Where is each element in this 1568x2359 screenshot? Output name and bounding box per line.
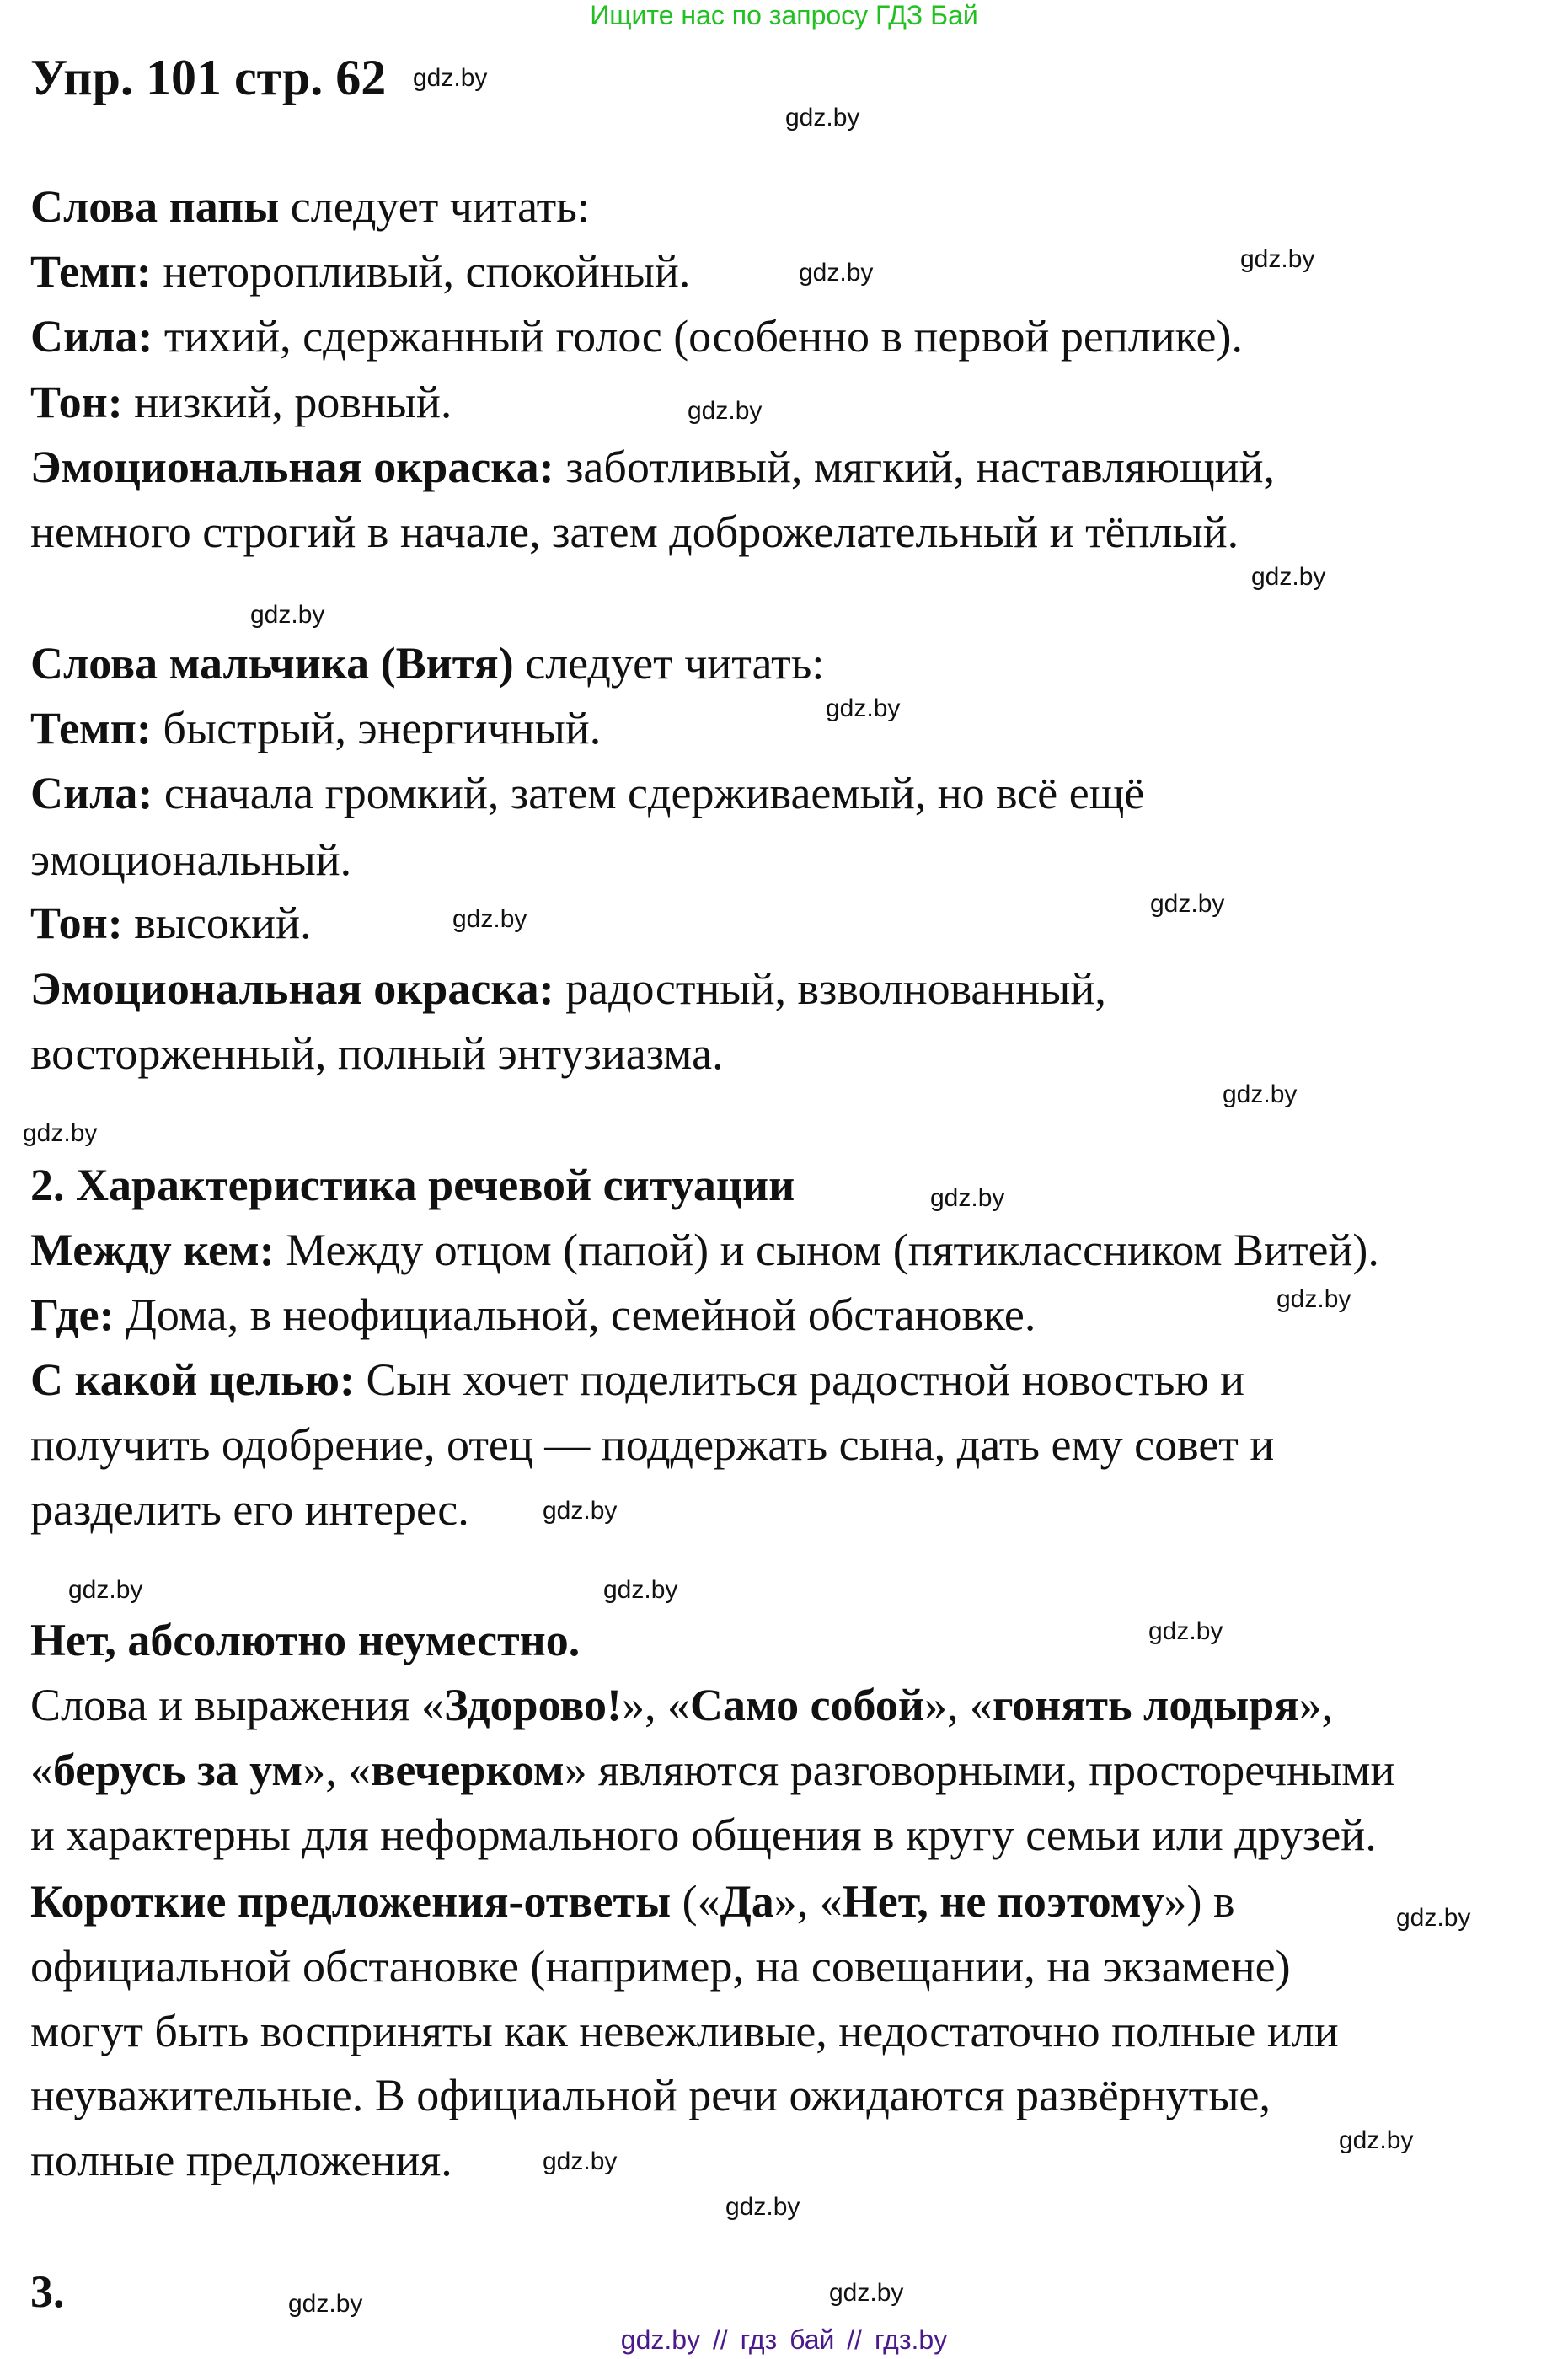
text: неторопливый, спокойный. bbox=[151, 246, 691, 297]
watermark: gdz.by bbox=[413, 64, 488, 92]
bold-text: 3. bbox=[30, 2266, 65, 2317]
text: следует читать: bbox=[513, 638, 825, 689]
bold-text: С какой целью: bbox=[30, 1354, 355, 1405]
text-line bbox=[30, 703, 601, 753]
watermark: gdz.by bbox=[930, 1184, 1005, 1212]
text-line bbox=[30, 1615, 580, 1665]
text: радостный, взволнованный, bbox=[554, 963, 1106, 1014]
text-line bbox=[30, 2006, 1339, 2056]
text: » являются разговорными, просторечными bbox=[564, 1745, 1395, 1795]
watermark: gdz.by bbox=[23, 1119, 98, 1147]
bold-text: Нет, абсолютно неуместно. bbox=[30, 1615, 581, 1665]
text-line bbox=[30, 638, 824, 689]
text: следует читать: bbox=[279, 181, 590, 232]
text-line bbox=[30, 2070, 1271, 2120]
text-line bbox=[30, 1160, 795, 1210]
bold-text: Где: bbox=[30, 1289, 115, 1340]
text: получить одобрение, отец — поддержать сына, дать ему совет и bbox=[30, 1419, 1275, 1470]
bold-text: берусь за ум bbox=[53, 1745, 303, 1795]
text: Сын хочет поделиться радостной новостью и bbox=[355, 1354, 1245, 1405]
text-line bbox=[30, 442, 1275, 492]
watermark: gdz.by bbox=[543, 1497, 618, 1525]
watermark: gdz.by bbox=[1223, 1080, 1298, 1108]
text-line bbox=[30, 834, 351, 885]
text-line bbox=[30, 1354, 1244, 1405]
watermark: gdz.by bbox=[603, 1576, 678, 1604]
bold-text: Нет, не поэтому bbox=[842, 1876, 1164, 1927]
bold-text: Эмоциональная окраска: bbox=[30, 963, 554, 1014]
text: и характерны для неформального общения в кругу семьи или друзей. bbox=[30, 1809, 1377, 1860]
text-line bbox=[30, 1680, 1333, 1730]
text-line bbox=[30, 1484, 469, 1535]
text: высокий. bbox=[122, 898, 312, 948]
text-line bbox=[30, 1289, 1036, 1340]
text-line bbox=[30, 1028, 724, 1079]
bold-text: Темп: bbox=[30, 246, 152, 297]
text: », bbox=[1298, 1680, 1333, 1730]
text-line bbox=[30, 1745, 1394, 1795]
bold-text: Короткие предложения-ответы bbox=[30, 1876, 672, 1927]
watermark: gdz.by bbox=[1396, 1904, 1471, 1932]
watermark: gdz.by bbox=[1148, 1617, 1223, 1645]
watermark: gdz.by bbox=[829, 2279, 904, 2307]
text: Слова и выражения « bbox=[30, 1680, 445, 1730]
search-banner[interactable]: Ищите нас по запросу ГДЗ Бай bbox=[590, 0, 978, 30]
bold-text: вечерком bbox=[371, 1745, 565, 1795]
text: неуважительные. В официальной речи ожидаются развёрнутые, bbox=[30, 2070, 1271, 2120]
text: официальной обстановке (например, на совещании, на экзамене) bbox=[30, 1941, 1291, 1992]
bold-text: Темп: bbox=[30, 703, 152, 753]
bold-text: Здорово! bbox=[444, 1680, 622, 1730]
bold-text: Сила: bbox=[30, 768, 153, 818]
bold-text: Сила: bbox=[30, 311, 153, 362]
watermark: gdz.by bbox=[785, 104, 860, 131]
text-line bbox=[30, 768, 1144, 818]
bold-text: Да bbox=[720, 1876, 774, 1927]
bold-text: гонять лодыря bbox=[992, 1680, 1299, 1730]
bold-text: Между кем: bbox=[30, 1225, 275, 1275]
bold-text: Эмоциональная окраска: bbox=[30, 442, 554, 492]
bold-text: Тон: bbox=[30, 898, 123, 948]
watermark: gdz.by bbox=[68, 1576, 143, 1604]
text-line bbox=[30, 2135, 452, 2185]
text: заботливый, мягкий, наставляющий, bbox=[554, 442, 1275, 492]
footer-links[interactable]: gdz.by // гдз бай // гдз.by bbox=[620, 2324, 948, 2355]
bold-text: 2. Характеристика речевой ситуации bbox=[30, 1160, 795, 1210]
text: низкий, ровный. bbox=[122, 377, 452, 427]
text: немного строгий в начале, затем доброжелательный и тёплый. bbox=[30, 507, 1239, 557]
watermark: gdz.by bbox=[452, 905, 527, 933]
bold-text: Тон: bbox=[30, 377, 123, 427]
watermark: gdz.by bbox=[1240, 245, 1315, 273]
text-line bbox=[30, 246, 690, 297]
text-line bbox=[30, 377, 452, 427]
text: », « bbox=[302, 1745, 372, 1795]
bold-text: Слова мальчика (Витя) bbox=[30, 638, 514, 689]
text: эмоциональный. bbox=[30, 834, 352, 885]
watermark: gdz.by bbox=[250, 601, 325, 629]
watermark: gdz.by bbox=[799, 259, 874, 287]
bold-text: Само собой bbox=[690, 1680, 924, 1730]
text: могут быть восприняты как невежливые, недостаточно полные или bbox=[30, 2006, 1339, 2056]
text-line bbox=[30, 2266, 65, 2317]
text: Между отцом (папой) и сыном (пятиклассником Витей). bbox=[274, 1225, 1379, 1275]
text-line bbox=[30, 1225, 1379, 1275]
text: », « bbox=[773, 1876, 843, 1927]
watermark: gdz.by bbox=[1150, 890, 1225, 918]
text-line bbox=[30, 507, 1239, 557]
text: (« bbox=[671, 1876, 720, 1927]
text-line bbox=[30, 963, 1106, 1014]
watermark: gdz.by bbox=[288, 2290, 363, 2318]
watermark: gdz.by bbox=[1339, 2126, 1414, 2154]
text-line bbox=[30, 1876, 1234, 1927]
text-line bbox=[30, 311, 1243, 362]
text-line bbox=[30, 1941, 1291, 1992]
text-line bbox=[30, 1809, 1377, 1860]
text-line bbox=[30, 181, 590, 232]
watermark: gdz.by bbox=[688, 397, 763, 425]
text: восторженный, полный энтузиазма. bbox=[30, 1028, 724, 1079]
watermark: gdz.by bbox=[1276, 1285, 1351, 1313]
watermark: gdz.by bbox=[826, 694, 901, 722]
text-line bbox=[30, 898, 311, 948]
text: тихий, сдержанный голос (особенно в первой реплике). bbox=[153, 311, 1243, 362]
text-line bbox=[30, 1419, 1274, 1470]
text: », « bbox=[923, 1680, 993, 1730]
watermark: gdz.by bbox=[725, 2193, 800, 2221]
text: сначала громкий, затем сдерживаемый, но всё ещё bbox=[153, 768, 1145, 818]
page-title: Упр. 101 стр. 62 bbox=[30, 50, 387, 105]
text: полные предложения. bbox=[30, 2135, 452, 2185]
bold-text: Слова папы bbox=[30, 181, 280, 232]
text: Дома, в неофициальной, семейной обстановке. bbox=[114, 1289, 1036, 1340]
text: « bbox=[30, 1745, 53, 1795]
watermark: gdz.by bbox=[543, 2147, 618, 2175]
text: разделить его интерес. bbox=[30, 1484, 469, 1535]
text: », « bbox=[622, 1680, 690, 1730]
watermark: gdz.by bbox=[1251, 563, 1326, 591]
text: быстрый, энергичный. bbox=[151, 703, 602, 753]
text: ») в bbox=[1164, 1876, 1235, 1927]
